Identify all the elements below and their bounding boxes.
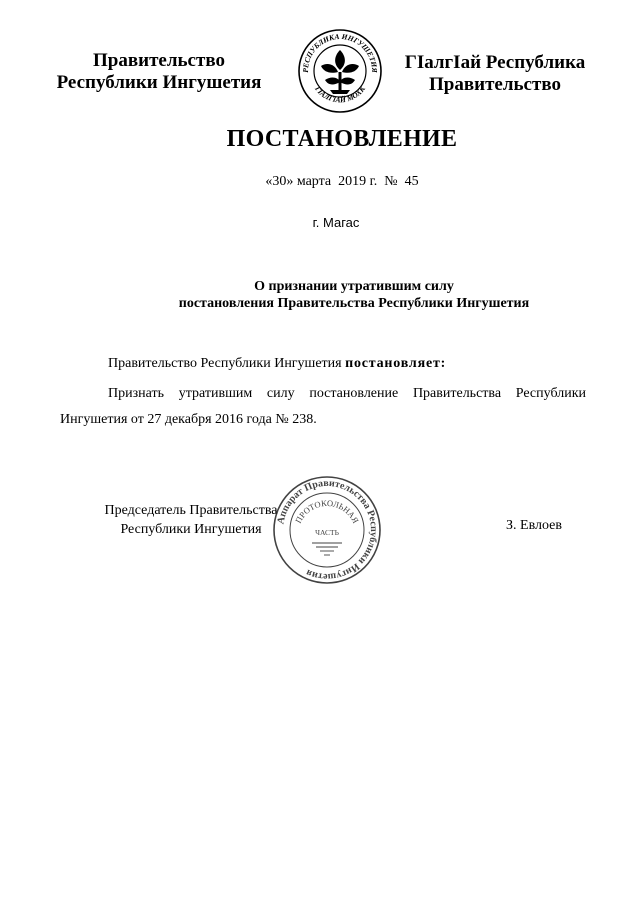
body-paragraph-2: Признать утратившим силу постановление Правительства Республики Ингушетия от 27 декабря 2016 года № 238. <box>60 386 586 427</box>
para1-bold: постановляет: <box>345 356 447 371</box>
signature-position-line1: Председатель Правительства <box>104 503 278 518</box>
header-left-line1: Правительство <box>93 50 225 71</box>
document-title: ПОСТАНОВЛЕНИЕ <box>226 126 458 152</box>
header-right-line1: ГIалгIай Республика <box>404 52 586 73</box>
subject-line2: постановления Правительства Республики Ингушетия <box>178 296 530 311</box>
document-date-number: «30» марта 2019 г. № 45 <box>265 174 419 189</box>
body-paragraph-1 <box>108 356 446 372</box>
stamp-inner-text: ПРОТОКОЛЬНАЯ <box>293 497 361 525</box>
stamp-center-text: ЧАСТЬ <box>315 528 339 537</box>
state-emblem-icon <box>297 28 383 114</box>
signature-position <box>96 501 286 539</box>
subject-line1: О признании утратившим силу <box>254 279 454 294</box>
document-subject <box>100 278 608 312</box>
header-left-block <box>40 50 278 94</box>
official-stamp-icon <box>272 475 382 585</box>
header-right-line2: Правительство <box>429 74 561 95</box>
header-left-line2: Республики Ингушетия <box>56 72 262 93</box>
signature-position-line2: Республики Ингушетия <box>120 522 262 537</box>
signatory-name: З. Евлоев <box>506 518 562 533</box>
emblem-text-top: РЕСПУБЛИКА ИНГУШЕТИЯ <box>300 31 380 73</box>
stamp-outer-text: Аппарат Правительства Республики Ингушетия <box>275 477 380 583</box>
emblem-text-bottom: ГIАЛГIАЙ МОХК <box>313 84 367 105</box>
header-right-block <box>390 52 600 96</box>
document-place: г. Магас <box>312 215 360 230</box>
para1-text: Правительство Республики Ингушетия <box>108 356 346 371</box>
